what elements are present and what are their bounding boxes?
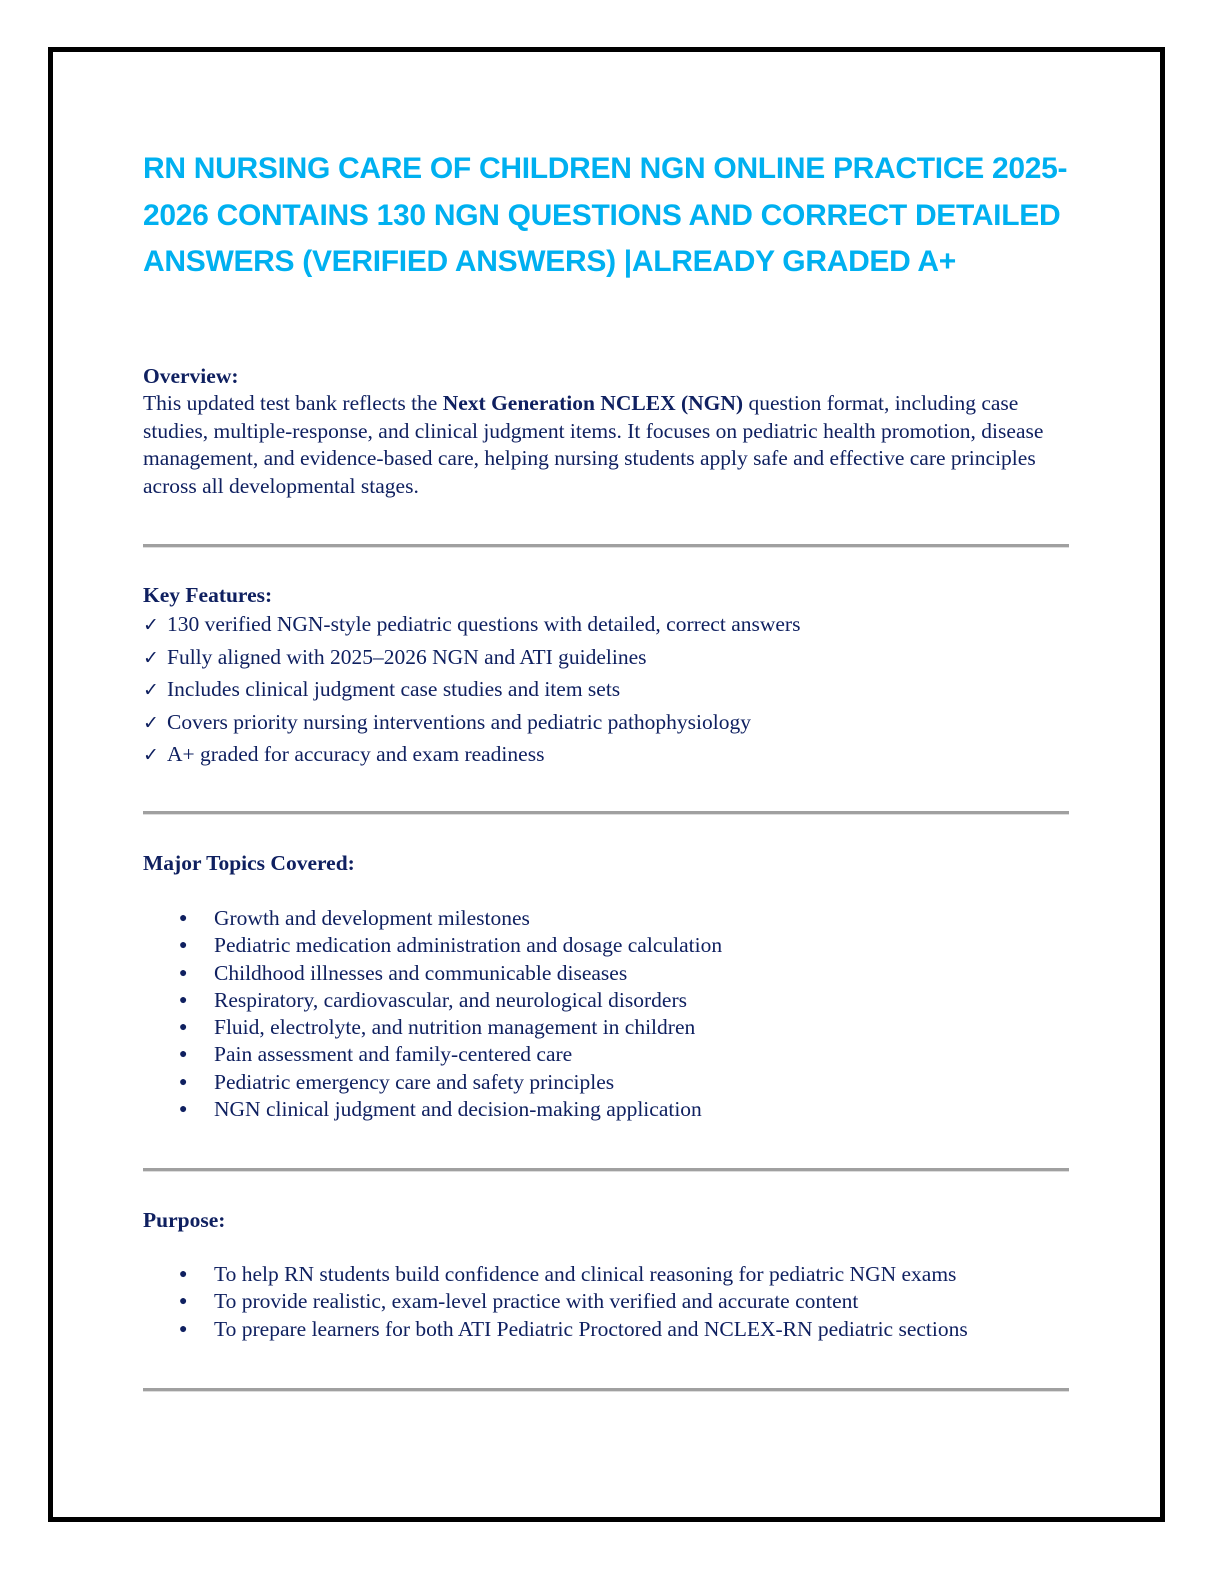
features-heading: Key Features: [143, 583, 273, 607]
list-item-text: Fluid, electrolyte, and nutrition management in children [214, 1015, 696, 1040]
list-item [143, 1261, 1073, 1288]
features-section [143, 582, 1073, 772]
check-icon: ✓ [143, 679, 159, 702]
list-item-text: Includes clinical judgment case studies and item sets [167, 677, 621, 702]
divider [143, 1388, 1069, 1392]
list-item-text: Pediatric emergency care and safety principles [214, 1069, 615, 1094]
list-item-text: Pediatric medication administration and dosage calculation [214, 933, 723, 958]
overview-text-start: This updated test bank reflects the [143, 391, 443, 415]
list-item [143, 1288, 1073, 1315]
list-item-text: NGN clinical judgment and decision-making application [214, 1097, 702, 1122]
list-item [143, 642, 1073, 675]
bullet-icon: ● [179, 1102, 188, 1118]
list-item [143, 1096, 1073, 1123]
bullet-icon: ● [179, 1020, 188, 1036]
overview-section [143, 363, 1073, 500]
bullet-icon: ● [179, 911, 188, 926]
list-item [143, 1316, 1073, 1343]
list-item-text: Covers priority nursing interventions and pediatric pathophysiology [167, 709, 751, 734]
list-item-text: A+ graded for accuracy and exam readiness [167, 742, 545, 767]
check-icon: ✓ [143, 711, 159, 734]
bullet-icon: ● [179, 992, 188, 1008]
list-item [143, 987, 1073, 1014]
list-item-text: Respiratory, cardiovascular, and neurological disorders [214, 987, 687, 1012]
check-icon: ✓ [143, 744, 159, 767]
list-item-text: Pain assessment and family-centered care [214, 1042, 573, 1067]
overview-heading: Overview: [143, 364, 239, 388]
list-item-text: To help RN students build confidence and clinical reasoning for pediatric NGN exams [214, 1262, 957, 1286]
list-item-text: 130 verified NGN-style pediatric questions with detailed, correct answers [167, 612, 801, 636]
topics-list [143, 905, 1073, 1123]
topics-heading: Major Topics Covered: [143, 851, 355, 875]
list-item-text: Growth and development milestones [214, 906, 530, 930]
list-item [143, 609, 1073, 642]
list-item-text: Childhood illnesses and communicable diseases [214, 960, 628, 985]
bullet-icon: ● [179, 1321, 188, 1337]
list-item [143, 707, 1073, 740]
divider [143, 811, 1069, 815]
features-list [143, 609, 1073, 772]
overview-text-end: question format, including case studies, multiple-response, and clinical judgment items. It focuses on pediatric health promotion, disease management, and evidence-based care, helping nursing students apply safe and effective care principles across all developmental stages. [143, 391, 1044, 498]
check-icon: ✓ [143, 614, 159, 636]
bullet-icon: ● [179, 965, 188, 981]
list-item-text: Fully aligned with 2025–2026 NGN and ATI guidelines [167, 644, 647, 669]
purpose-section [143, 1207, 1073, 1343]
topics-section [143, 850, 1073, 1123]
overview-text [143, 390, 1073, 500]
list-item [143, 739, 1073, 772]
list-item [143, 960, 1073, 987]
bullet-icon: ● [179, 938, 188, 954]
document-title: RN NURSING CARE OF CHILDREN NGN ONLINE PRACTICE 2025-2026 CONTAINS 130 NGN QUESTIONS AND CORRECT DETAILED ANSWERS (VERIFIED ANSWERS) |ALREADY GRADED A+ [143, 152, 1068, 278]
bullet-icon: ● [179, 1074, 188, 1090]
list-item [143, 1041, 1073, 1068]
divider [143, 1168, 1069, 1172]
list-item [143, 1014, 1073, 1041]
list-item-text: To provide realistic, exam-level practice with verified and accurate content [214, 1289, 859, 1314]
list-item [143, 1069, 1073, 1096]
purpose-heading: Purpose: [143, 1208, 226, 1232]
purpose-list [143, 1261, 1073, 1343]
overview-bold-term: Next Generation NCLEX (NGN) [442, 391, 744, 415]
bullet-icon: ● [179, 1267, 188, 1282]
check-icon: ✓ [143, 646, 159, 669]
list-item-text: To prepare learners for both ATI Pediatric Proctored and NCLEX-RN pediatric sections [214, 1316, 968, 1341]
list-item [143, 905, 1073, 932]
list-item [143, 674, 1073, 707]
divider [143, 544, 1069, 548]
list-item [143, 932, 1073, 959]
bullet-icon: ● [179, 1294, 188, 1310]
bullet-icon: ● [179, 1047, 188, 1063]
